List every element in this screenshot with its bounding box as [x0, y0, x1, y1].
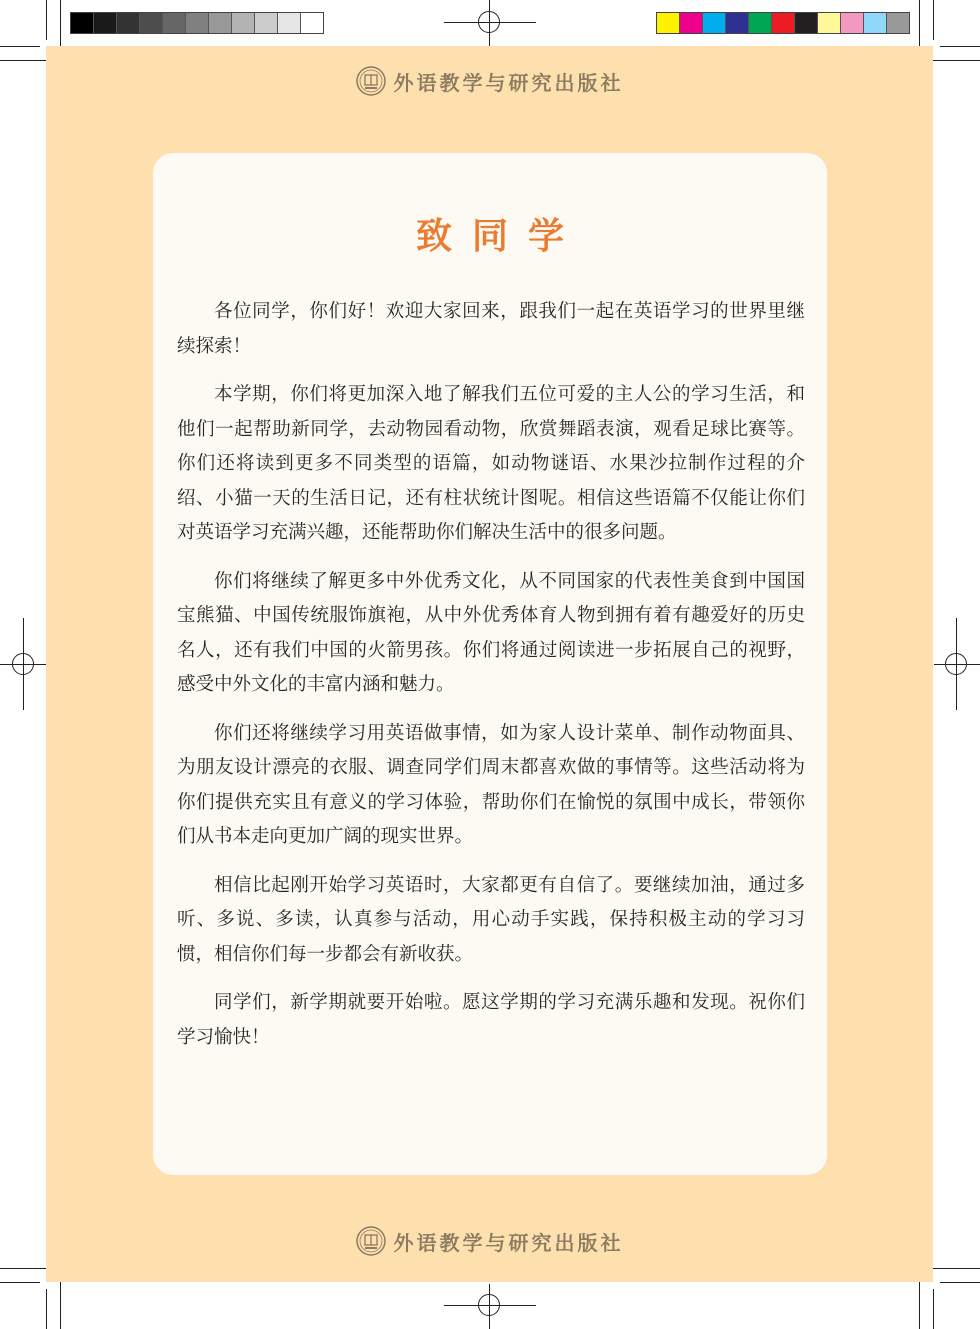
- registration-mark: [478, 1294, 500, 1316]
- publisher-footer: [46, 1226, 933, 1256]
- crop-mark: [0, 1282, 40, 1283]
- color-swatch: [117, 13, 140, 33]
- color-swatch: [301, 13, 323, 33]
- crop-mark: [933, 1289, 934, 1329]
- paragraph: 你们将继续了解更多中外优秀文化，从不同国家的代表性美食到中国国宝熊猫、中国传统服饰旗袍，从中外优秀体育人物到拥有着有趣爱好的历史名人，还有我们中国的火箭男孩。你们将通过阅读进一步拓展自己的视野，感受中外文化的丰富内涵和魅力。: [177, 570, 805, 695]
- color-swatch: [255, 13, 278, 33]
- crop-mark: [0, 46, 40, 47]
- crop-mark: [940, 46, 980, 47]
- color-swatch: [163, 13, 186, 33]
- color-swatch: [841, 13, 864, 33]
- paragraph: 本学期，你们将更加深入地了解我们五位可爱的主人公的学习生活，和他们一起帮助新同学，去动物园看动物，欣赏舞蹈表演，观看足球比赛等。你们还将读到更多不同类型的语篇，如动物谜语、水果沙拉制作过程的介绍、小猫一天的生活日记，还有柱状统计图呢。相信这些语篇不仅能让你们对英语学习充满兴趣，还能帮助你们解决生活中的很多问题。: [177, 384, 805, 543]
- paragraph: 你们还将继续学习用英语做事情，如为家人设计菜单、制作动物面具、为朋友设计漂亮的衣服、调查同学们周末都喜欢做的事情等。这些活动将为你们提供充实且有意义的学习体验，帮助你们在愉悦的氛围中成长，带领你们从书本走向更加广阔的现实世界。: [177, 722, 805, 847]
- paragraph: 同学们，新学期就要开始啦。愿这学期的学习充满乐趣和发现。祝你们学习愉快！: [177, 992, 805, 1048]
- crop-mark: [940, 1282, 980, 1283]
- page: [46, 46, 933, 1282]
- color-swatch: [749, 13, 772, 33]
- color-swatch: [818, 13, 841, 33]
- publisher-name: 外语教学与研究出版社: [393, 1230, 624, 1255]
- color-swatch: [772, 13, 795, 33]
- publisher-name: 外语教学与研究出版社: [393, 70, 624, 95]
- color-swatch: [726, 13, 749, 33]
- color-swatch: [703, 13, 726, 33]
- letter-body: [177, 295, 805, 1069]
- process-color-bar: [656, 12, 910, 34]
- paragraph: 各位同学，你们好！欢迎大家回来，跟我们一起在英语学习的世界里继续探索！: [177, 301, 805, 357]
- crop-mark: [46, 1289, 47, 1329]
- color-swatch: [209, 13, 232, 33]
- color-swatch: [887, 13, 909, 33]
- color-swatch: [680, 13, 703, 33]
- registration-mark: [12, 653, 34, 675]
- paragraph: 相信比起刚开始学习英语时，大家都更有自信了。要继续加油，通过多听、多说、多读，认真参与活动，用心动手实践，保持积极主动的学习习惯，相信你们每一步都会有新收获。: [177, 874, 805, 965]
- color-swatch: [657, 13, 680, 33]
- letter-title: 致同学: [415, 216, 584, 257]
- color-swatch: [864, 13, 887, 33]
- color-swatch: [186, 13, 209, 33]
- registration-mark: [478, 11, 500, 33]
- color-swatch: [795, 13, 818, 33]
- crop-mark: [933, 0, 934, 40]
- letter-card: [153, 153, 827, 1175]
- color-swatch: [278, 13, 301, 33]
- crop-mark: [46, 0, 47, 40]
- color-swatch: [71, 13, 94, 33]
- color-swatch: [232, 13, 255, 33]
- publisher-header: [46, 66, 933, 96]
- grayscale-color-bar: [70, 12, 324, 34]
- color-swatch: [94, 13, 117, 33]
- registration-mark: [945, 653, 967, 675]
- publisher-logo-icon: [356, 66, 386, 96]
- color-swatch: [140, 13, 163, 33]
- publisher-logo-icon: [356, 1226, 386, 1256]
